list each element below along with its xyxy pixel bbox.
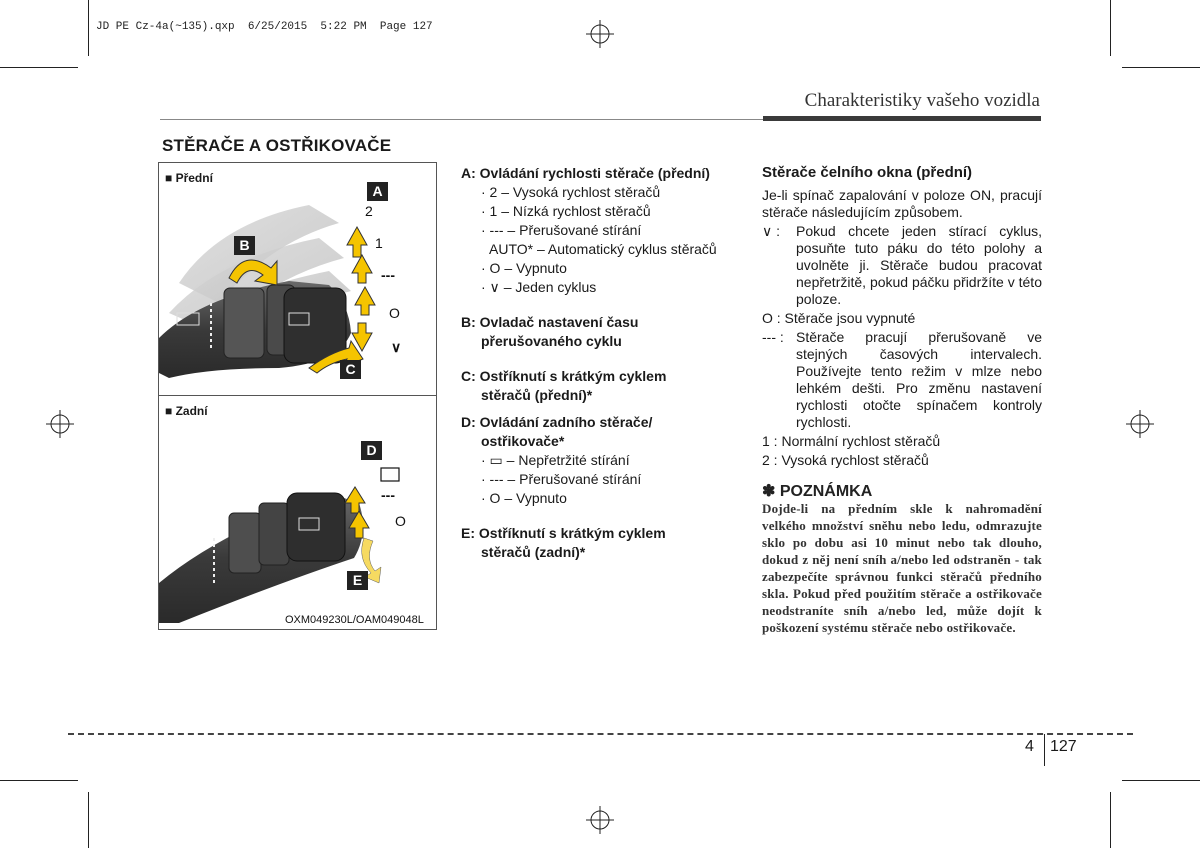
mode-intermittent <box>762 329 1042 431</box>
intro-paragraph: Je-li spínač zapalování v poloze ON, pracují stěrače následujícím způsobem. <box>762 187 1042 220</box>
crop-mark <box>1122 780 1200 781</box>
position-label: 1 <box>375 235 383 251</box>
list-item: · --- – Přerušované stírání <box>481 222 642 238</box>
list-item: · 2 – Vysoká rychlost stěračů <box>481 184 661 200</box>
position-label: --- <box>381 267 395 283</box>
list-item: · --- – Přerušované stírání <box>481 471 642 487</box>
position-label: 2 <box>365 203 373 219</box>
rear-label: ■ Zadní <box>165 404 208 418</box>
page-number-separator <box>1044 734 1045 766</box>
page-number: 127 <box>1050 738 1077 755</box>
crop-mark <box>1122 67 1200 68</box>
list-item: · 1 – Nízká rychlost stěračů <box>481 203 651 219</box>
crop-mark <box>0 67 78 68</box>
rear-main-lever <box>159 493 363 623</box>
registration-mark-icon <box>586 20 614 48</box>
header-rule-bold <box>763 116 1041 121</box>
mode-high: 2 : Vysoká rychlost stěračů <box>762 452 929 468</box>
rear-position-marks <box>381 468 406 529</box>
callout-d: D <box>361 441 382 460</box>
callout-a: A <box>367 182 388 201</box>
crop-mark <box>0 780 78 781</box>
mode-text: Stěrače pracují přerušovaně ve stejných časových intervalech. Používejte tento režim v mlze nebo lehkém dešti. Pro změnu nastavení rychlosti otočte spínačem kontroly rychlosti. <box>796 329 1042 430</box>
mode-key: --- : <box>762 329 784 345</box>
item-b-heading: B: Ovladač nastavení času <box>461 314 639 330</box>
wiper-lever-illustration <box>159 163 438 631</box>
list-item: · O – Vypnuto <box>481 490 567 506</box>
registration-mark-icon <box>46 410 74 438</box>
item-e-heading: E: Ostříknutí s krátkým cyklem <box>461 525 666 541</box>
item-c-heading-cont: stěračů (přední)* <box>481 387 593 403</box>
callout-c: C <box>340 360 361 379</box>
list-item: · ▭ – Nepřetržité stírání <box>481 452 630 468</box>
section-heading: Stěrače čelního okna (přední) <box>762 164 973 181</box>
front-position-marks <box>365 203 401 355</box>
list-item: AUTO* – Automatický cyklus stěračů <box>489 241 717 257</box>
item-b-heading-cont: přerušovaného cyklu <box>481 333 622 349</box>
mode-off: O : Stěrače jsou vypnuté <box>762 310 916 326</box>
item-d-heading: D: Ovládání zadního stěrače/ <box>461 414 653 430</box>
callout-b: B <box>234 236 255 255</box>
wiper-figure <box>158 162 437 630</box>
item-d-heading-cont: ostřikovače* <box>481 433 565 449</box>
front-wiper-section <box>762 164 1042 636</box>
callout-e: E <box>347 571 368 590</box>
list-item: · O – Vypnuto <box>481 260 567 276</box>
print-header: JD PE Cz-4a(~135).qxp 6/25/2015 5:22 PM Page 127 <box>96 21 433 33</box>
crop-mark <box>88 792 89 848</box>
mode-normal: 1 : Normální rychlost stěračů <box>762 433 941 449</box>
note-title: ✽ POZNÁMKA <box>762 483 873 500</box>
control-descriptions <box>461 164 751 562</box>
list-item: · ∨ – Jeden cyklus <box>481 279 597 295</box>
position-label: O <box>389 305 400 321</box>
crop-mark <box>88 0 89 56</box>
item-e-heading-cont: stěračů (zadní)* <box>481 544 586 560</box>
crop-mark <box>1110 792 1111 848</box>
chapter-title: Charakteristiky vašeho vozidla <box>804 90 1040 111</box>
figure-divider <box>158 395 437 396</box>
mode-text: Pokud chcete jeden stírací cyklus, posuňte tuto páku do této polohy a uvolněte ji. Stěrače budou pracovat nepřetržitě, pokud páčku přidržíte v této poloze. <box>796 223 1042 307</box>
item-c-heading: C: Ostříknutí s krátkým cyklem <box>461 368 667 384</box>
registration-mark-icon <box>586 806 614 834</box>
chapter-number: 4 <box>1025 738 1034 755</box>
mode-key: ∨ : <box>762 223 781 239</box>
note-body: Dojde-li na předním skle k nahromadění velkého množství sněhu nebo ledu, odmrazujte sklo po dobu asi 10 minut nebo tak dlouho, dokud z něj není sníh a/nebo led odstraněn - tak zabezpečíte správnou funkci stěračů předního skla. Pokud před použitím stěrače a ostřikovače neodstraníte sníh a/nebo led, může dojít k poškození systému stěrače nebo ostřikovače. <box>762 501 1042 635</box>
figure-caption: OXM049230L/OAM049048L <box>285 614 424 626</box>
mode-single <box>762 223 1042 308</box>
position-label: --- <box>381 487 395 503</box>
registration-mark-icon <box>1126 410 1154 438</box>
section-title: STĚRAČE A OSTŘIKOVAČE <box>162 136 392 155</box>
position-label: O <box>395 513 406 529</box>
footer-divider <box>68 733 1133 735</box>
front-label: ■ Přední <box>165 171 213 185</box>
position-label: ∨ <box>391 339 402 355</box>
header-rule <box>160 119 763 120</box>
crop-mark <box>1110 0 1111 56</box>
item-a-heading: A: Ovládání rychlosti stěrače (přední) <box>461 165 710 181</box>
